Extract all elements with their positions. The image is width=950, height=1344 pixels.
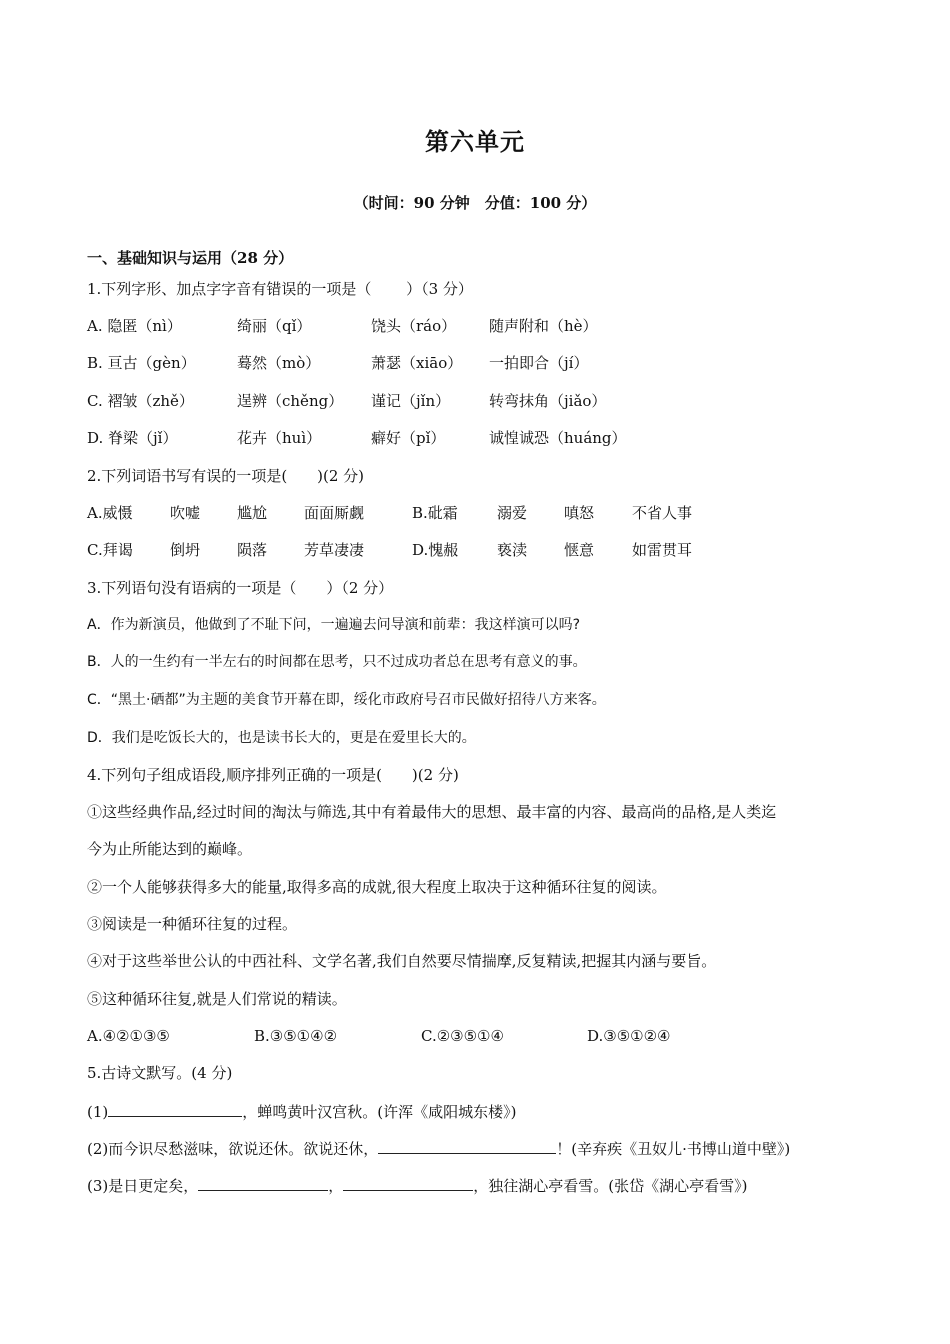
q5-line-1	[87, 1101, 516, 1122]
q4-sentence-1: ①这些经典作品,经过时间的淘汰与筛选,其中有着最伟大的思想、最丰富的内容、最高尚的品格,是人类迄	[87, 803, 777, 821]
q1-option-word: 萧瑟（xiāo）	[371, 354, 463, 372]
q4-sentence-3: ③阅读是一种循环往复的过程。	[87, 915, 298, 933]
q1-option-label: D. 脊梁（jǐ）	[87, 429, 178, 447]
q5-line-3	[87, 1175, 747, 1196]
q4-sentence-5: ⑤这种循环往复,就是人们常说的精读。	[87, 990, 347, 1008]
q4-choice-b: B.③⑤①④②	[254, 1027, 338, 1045]
q1-option-word: 逞辨（chěng）	[237, 392, 344, 410]
q1-option-word: 谨记（jǐn）	[371, 392, 451, 410]
q2-word: 如雷贯耳	[632, 541, 693, 559]
q4-choice-d: D.③⑤①②④	[587, 1027, 671, 1045]
q4-sentence-2: ②一个人能够获得多大的能量,取得多高的成就,很大程度上取决于这种循环往复的阅读。	[87, 878, 667, 896]
q2-word: 惬意	[564, 541, 595, 559]
q2-word: 不省人事	[632, 504, 693, 522]
section-heading: 一、基础知识与运用（28 分）	[87, 249, 294, 267]
q2-word: A.威慑	[87, 504, 133, 522]
q4-choice-c: C.②③⑤①④	[421, 1027, 504, 1045]
q5-line-2-source: ！(辛弃疾《丑奴儿·书博山道中壁》)	[556, 1140, 791, 1158]
q2-word: D.愧赧	[412, 541, 459, 559]
q1-option-word: 随声附和（hè）	[489, 317, 598, 335]
question-3-stem: 3.下列语句没有语病的一项是（ ）（2 分）	[87, 579, 394, 597]
q1-option-word: 饶头（ráo）	[371, 317, 457, 335]
answer-blank[interactable]	[343, 1175, 473, 1191]
q5-line-1-prefix: (1)	[87, 1103, 109, 1121]
q5-line-1-text: ，蝉鸣黄叶汉宫秋。(许浑《咸阳城东楼》)	[242, 1103, 517, 1121]
q1-option-word: 诚惶诚恐（huáng）	[489, 429, 627, 447]
q3-option-a: A．作为新演员，他做到了不耻下问，一遍遍去问导演和前辈：我这样演可以吗?	[87, 617, 581, 633]
q2-word: 亵渎	[497, 541, 528, 559]
q1-option-label: C. 褶皱（zhě）	[87, 392, 194, 410]
q1-option-word: 转弯抹角（jiǎo）	[489, 392, 607, 410]
q2-word: 陨落	[237, 541, 268, 559]
q4-sentence-1-cont: 今为止所能达到的巅峰。	[87, 840, 253, 858]
q2-word: 倒坍	[170, 541, 201, 559]
q4-sentence-4: ④对于这些举世公认的中西社科、文学名著,我们自然要尽情揣摩,反复精读,把握其内涵与要旨。	[87, 952, 717, 970]
q1-option-word: 花卉（huì）	[237, 429, 322, 447]
q3-option-b: B．人的一生约有一半左右的时间都在思考，只不过成功者总在思考有意义的事。	[87, 654, 587, 670]
q4-choice-a: A.④②①③⑤	[87, 1027, 170, 1045]
question-4-stem: 4.下列句子组成语段,顺序排列正确的一项是( )(2 分)	[87, 766, 459, 784]
question-5-stem: 5.古诗文默写。(4 分)	[87, 1064, 233, 1082]
question-1-stem: 1.下列字形、加点字字音有错误的一项是（ ）（3 分）	[87, 280, 473, 298]
q5-line-2	[87, 1138, 790, 1159]
answer-blank[interactable]	[378, 1138, 556, 1154]
q5-line-3-source: ，独往湖心亭看雪。(张岱《湖心亭看雪》)	[473, 1177, 748, 1195]
q2-word: 溺爱	[497, 504, 528, 522]
page-title: 第六单元	[425, 127, 525, 156]
q1-option-word: 蓦然（mò）	[237, 354, 321, 372]
question-2-stem: 2.下列词语书写有误的一项是( )(2 分)	[87, 467, 365, 485]
q2-word: 芳草凄凄	[304, 541, 365, 559]
q1-option-word: 一拍即合（jí）	[489, 354, 589, 372]
q3-option-d: D．我们是吃饭长大的，也是读书长大的，更是在爱里长大的。	[87, 730, 476, 746]
answer-blank[interactable]	[108, 1101, 242, 1117]
q2-word: 尴尬	[237, 504, 268, 522]
q1-option-label: B. 亘古（gèn）	[87, 354, 196, 372]
q5-line-2-text: (2)而今识尽愁滋味，欲说还休。欲说还休，	[87, 1140, 379, 1158]
q2-word: 嗔怒	[564, 504, 595, 522]
q2-word: 吹嘘	[170, 504, 201, 522]
q3-option-c: C．“黑土·硒都”为主题的美食节开幕在即，绥化市政府号召市民做好招待八方来客。	[87, 692, 606, 708]
exam-info: （时间：90 分钟 分值：100 分）	[353, 194, 597, 212]
q1-option-word: 绮丽（qǐ）	[237, 317, 312, 335]
answer-blank[interactable]	[198, 1175, 328, 1191]
q2-word: 面面厮觑	[304, 504, 365, 522]
q5-line-3-text: (3)是日更定矣，	[87, 1177, 199, 1195]
q2-word: C.拜谒	[87, 541, 133, 559]
q5-line-3-sep: ，	[328, 1177, 344, 1195]
q1-option-label: A. 隐匿（nì）	[87, 317, 182, 335]
q1-option-word: 癖好（pǐ）	[371, 429, 446, 447]
q2-word: B.砒霜	[412, 504, 458, 522]
